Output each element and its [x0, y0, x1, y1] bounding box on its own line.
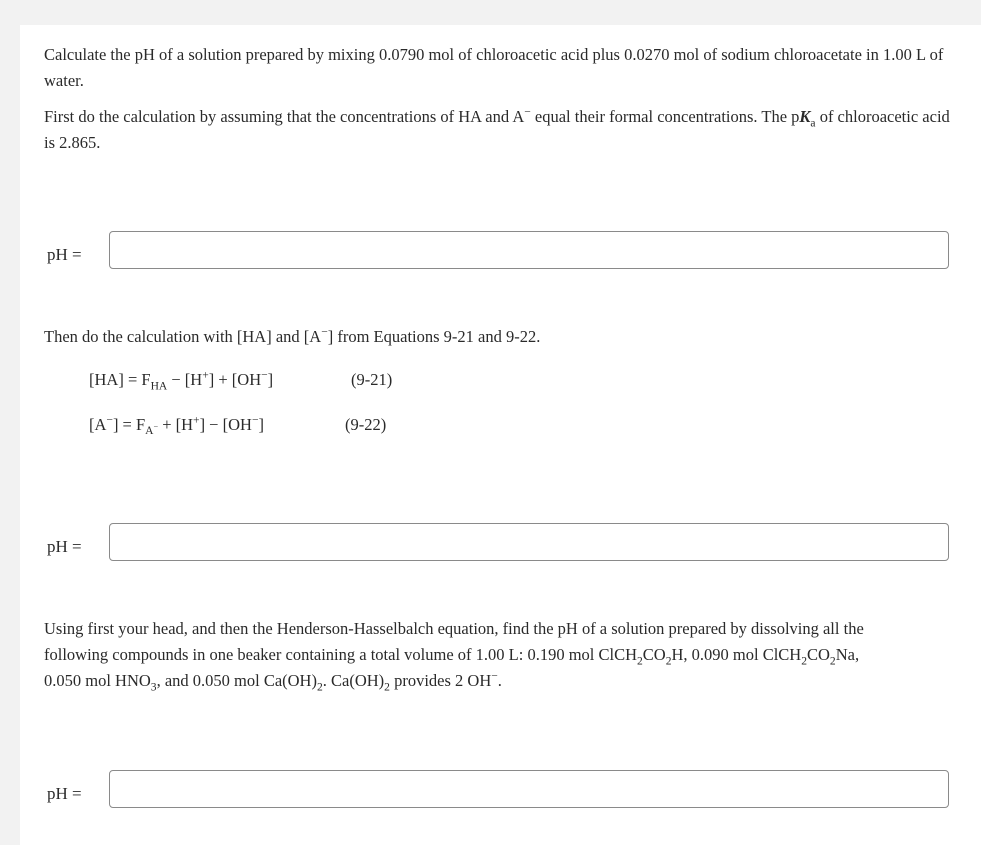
pka-k: K: [799, 107, 811, 126]
part2-text-end: ] from Equations 9-21 and 9-22.: [327, 327, 541, 346]
ph-label-2: pH =: [47, 537, 82, 556]
part3-sub-2: 2: [665, 655, 672, 668]
equation-9-21: [89, 369, 274, 393]
part3-line-2a: following compounds in one beaker containing a total volume of 1.00 L: 0.190 mol ClCH: [44, 645, 637, 664]
eq2-sup2: −: [251, 414, 259, 427]
part3-line-3b: , and 0.050 mol Ca(OH): [156, 671, 317, 690]
part3-line-2c: H, 0.090 mol ClCH: [671, 645, 802, 664]
part3-sub-4: 2: [829, 655, 836, 668]
part3-charge: −: [491, 670, 498, 683]
part3-line-1: Using first your head, and then the Henderson-Hasselbalch equation, find the pH of a solution prepared by dissolving all the: [44, 619, 864, 638]
eq2-mid: + [H: [158, 415, 194, 434]
eq2-sub-text: A: [145, 425, 154, 438]
eq1-lhs: [HA] = F: [89, 370, 151, 389]
ph-answer-input-1[interactable]: [109, 231, 949, 269]
assumption-text: [44, 104, 959, 156]
question-intro: [44, 42, 959, 94]
part3-line-2e: Na,: [835, 645, 860, 664]
eq1-sub: HA: [150, 380, 168, 393]
part3-sub-6: 2: [316, 681, 323, 694]
assumption-text-start: First do the calculation by assuming that the concentrations of HA and A: [44, 107, 525, 126]
eq2-lhs-post: ] = F: [112, 415, 146, 434]
eq1-mid: − [H: [167, 370, 203, 389]
equation-number-9-21: (9-21): [351, 370, 393, 389]
pka-subscript: a: [810, 117, 816, 130]
eq2-sub-charge: −: [153, 422, 159, 432]
eq1-sup2: −: [261, 369, 268, 382]
assumption-text-mid: equal their formal concentrations. The p: [530, 107, 800, 126]
eq2-sub: [145, 422, 159, 438]
part3-line-3a: 0.050 mol HNO: [44, 671, 151, 690]
ph-label-1: pH =: [47, 245, 82, 264]
ph-answer-input-2[interactable]: [109, 523, 949, 561]
ph-label-3: pH =: [47, 784, 82, 803]
eq2-sup1: +: [193, 414, 200, 427]
part3-instructions: [44, 616, 959, 694]
part3-line-3c: . Ca(OH): [322, 671, 385, 690]
part3-sub-5: 3: [150, 681, 157, 694]
anion-charge: −: [524, 106, 531, 119]
equation-number-9-22: (9-22): [345, 415, 387, 434]
part3-line-3e: .: [497, 671, 502, 690]
eq1-mid2: ] + [OH: [208, 370, 262, 389]
eq2-lhs-sup: −: [106, 414, 113, 427]
part3-line-2d: CO: [807, 645, 830, 664]
eq2-end: ]: [258, 415, 264, 434]
part3-sub-1: 2: [637, 655, 643, 668]
part2-instructions: [44, 324, 959, 350]
part2-text-start: Then do the calculation with [HA] and [A: [44, 327, 322, 346]
equation-9-22: [89, 414, 264, 438]
eq1-sup1: +: [202, 369, 209, 382]
eq2-mid2: ] − [OH: [199, 415, 252, 434]
part3-line-3d: provides 2 OH: [389, 671, 492, 690]
part2-charge: −: [321, 326, 328, 339]
eq2-lhs-pre: [A: [89, 415, 107, 434]
intro-text: Calculate the pH of a solution prepared by mixing 0.0790 mol of chloroacetic acid plus 0.0270 mol of sodium chloroacetate in 1.00 L of water.: [44, 45, 944, 90]
eq1-end: ]: [267, 370, 274, 389]
part3-sub-7: 2: [384, 681, 390, 694]
part3-sub-3: 2: [801, 655, 807, 668]
assumption-text-end: of chloroacetic acid is 2.865.: [44, 107, 950, 152]
ph-answer-input-3[interactable]: [109, 770, 949, 808]
part3-line-2b: CO: [642, 645, 666, 664]
question-card: [20, 25, 981, 845]
